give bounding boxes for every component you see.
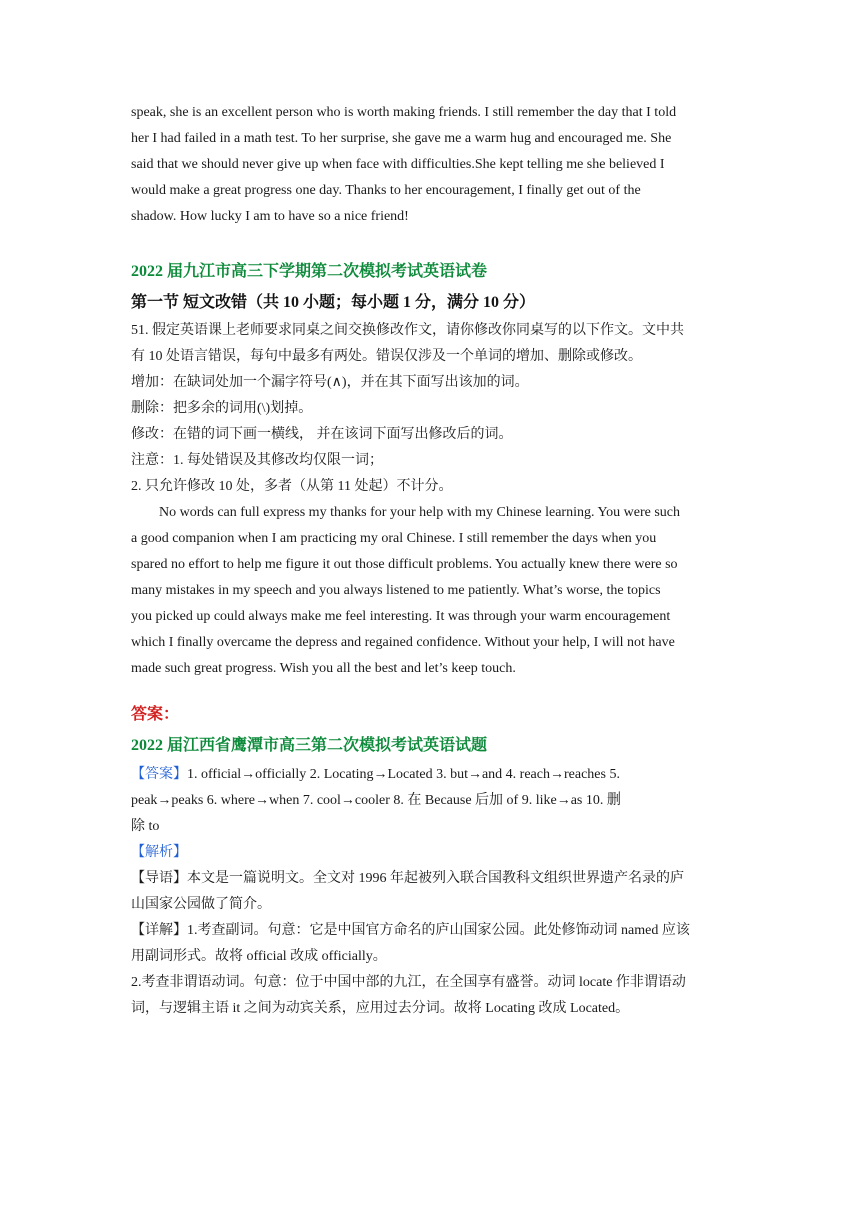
instructions <box>131 318 731 500</box>
passage-line: shadow. How lucky I am to have so a nice friend! <box>131 209 409 224</box>
answer-exam-title: 2022 届江西省鹰潭市高三第二次模拟考试英语试题 <box>131 737 488 754</box>
detail-line: 用副词形式。故将 official 改成 officially。 <box>131 949 387 964</box>
passage-line: made such great progress. Wish you all the best and let’s keep touch. <box>131 661 516 676</box>
top-passage <box>131 100 731 230</box>
passage-line: would make a great progress one day. Thanks to her encouragement, I finally get out of the <box>131 183 641 198</box>
instruction-line: 2. 只允许修改 10 处，多者（从第 11 处起）不计分。 <box>131 479 453 494</box>
answer-line: 【答案】1. official→officially 2. Locating→Located 3. but→and 4. reach→reaches 5. <box>131 767 620 782</box>
detail-tag: 【详解】 <box>131 923 187 938</box>
answer-block <box>131 762 731 840</box>
detail-line: 词，与逻辑主语 it 之间为动宾关系，应用过去分词。故将 Locating 改成 Located。 <box>131 1001 630 1016</box>
error-correction-passage <box>131 500 731 682</box>
detail-line: 【详解】1.考查副词。句意：它是中国官方命名的庐山国家公园。此处修饰动词 named 应该 <box>131 923 690 938</box>
passage-line: you picked up could always make me feel interesting. It was through your warm encouragement <box>131 609 671 624</box>
guide-block <box>131 866 731 918</box>
answer-line: peak→peaks 6. where→when 7. cool→cooler 8. 在 Because 后加 of 9. like→as 10. 删 <box>131 793 621 808</box>
passage-line: many mistakes in my speech and you always listened to me patiently. What’s worse, the topics <box>131 583 661 598</box>
answer-heading: 答案： <box>131 706 180 723</box>
section-title: 第一节 短文改错（共 10 小题；每小题 1 分，满分 10 分） <box>131 294 536 311</box>
passage-line: speak, she is an excellent person who is worth making friends. I still remember the day that I told <box>131 105 677 120</box>
detail-block <box>131 918 731 1022</box>
answer-line: 除 to <box>131 819 160 834</box>
document-page <box>131 100 731 1022</box>
passage-line: her I had failed in a math test. To her surprise, she gave me a warm hug and encouraged me. She <box>131 131 672 146</box>
passage-line: which I finally overcame the depress and regained confidence. Without your help, I will not have <box>131 635 675 650</box>
detail-line: 2.考查非谓语动词。句意：位于中国中部的九江，在全国享有盛誉。动词 locate 作非谓语动 <box>131 975 686 990</box>
analysis-heading <box>131 840 731 866</box>
exam-title: 2022 届九江市高三下学期第二次模拟考试英语试卷 <box>131 263 488 280</box>
instruction-line: 修改：在错的词下画一横线， 并在该词下面写出修改后的词。 <box>131 427 513 442</box>
instruction-line: 注意：1. 每处错误及其修改均仅限一词； <box>131 453 383 468</box>
instruction-line: 有 10 处语言错误，每句中最多有两处。错误仅涉及一个单词的增加、删除或修改。 <box>131 349 642 364</box>
instruction-line: 删除：把多余的词用(\)划掉。 <box>131 401 313 416</box>
passage-line: said that we should never give up when face with difficulties.She kept telling me she believed I <box>131 157 665 172</box>
answer-tag: 【答案】 <box>131 767 187 782</box>
instruction-line: 51. 假定英语课上老师要求同桌之间交换修改作文，请你修改你同桌写的以下作文。文中共 <box>131 323 684 338</box>
guide-line: 【导语】本文是一篇说明文。全文对 1996 年起被列入联合国教科文组织世界遗产名录的庐 <box>131 871 684 886</box>
instruction-line: 增加：在缺词处加一个漏字符号(∧)，并在其下面写出该加的词。 <box>131 375 529 390</box>
guide-line: 山国家公园做了简介。 <box>131 897 271 912</box>
passage-line: spared no effort to help me figure it out those difficult problems. You actually knew there were so <box>131 557 678 572</box>
guide-tag: 【导语】 <box>131 871 187 886</box>
analysis-tag: 【解析】 <box>131 845 187 860</box>
passage-line: No words can full express my thanks for your help with my Chinese learning. You were such <box>159 505 681 520</box>
passage-line: a good companion when I am practicing my oral Chinese. I still remember the days when you <box>131 531 657 546</box>
